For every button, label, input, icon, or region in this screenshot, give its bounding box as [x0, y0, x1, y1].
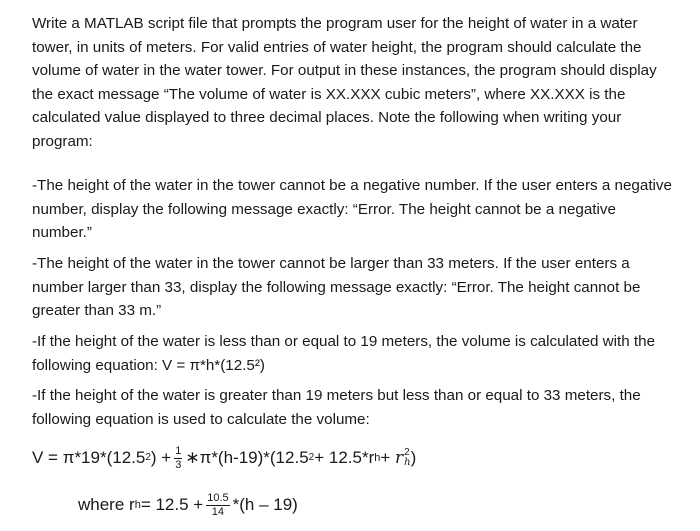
eq2-part-a: where r	[78, 495, 135, 514]
eq1-frac-num: 1	[175, 444, 182, 457]
eq1-frac-den: 3	[175, 458, 182, 471]
intro-paragraph: Write a MATLAB script file that prompts the program user for the height of water in a water tower, in units of meters. For valid entries of water height, the program should calculate the volume of water in the water tower. For output in these instances, the program should display the exact message “The volume of water is XX.XXX cubic meters”, where XX.XXX is the calculated value displayed to three decimal places. Note the following when writing your program:	[32, 15, 657, 150]
eq2-part-b: = 12.5 +	[140, 495, 204, 514]
eq1-r-sup: 2	[404, 447, 410, 458]
eq1-sub-h: h	[374, 452, 381, 464]
low-height-equation-rule: -If the height of the water is less than or equal to 19 meters, the volume is calculated with the following equation: V = π*h*(12.5²)	[32, 333, 656, 374]
radius-equation	[78, 484, 298, 526]
high-height-equation-rule: -If the height of the water is greater than 19 meters but less than or equal to 33 meters, the following equation is used to calculate the volume:	[32, 387, 641, 428]
eq1-r-sub: h	[404, 457, 411, 468]
eq1-part-b: ) +	[150, 448, 172, 467]
eq2-frac-num: 10.5	[207, 491, 229, 504]
volume-equation: V = π*19*(12.5 2 ) + $\frac{1}{3}$ ∗π*(h-19)*(12.5 2 + 12.5*r h + r 2 h )	[32, 444, 417, 471]
eq1-part-c: ∗π*(h-19)*(12.5	[185, 448, 309, 467]
eq1-part-f: )	[410, 448, 417, 467]
eq1-part-d: + 12.5*r	[314, 448, 375, 467]
eq2-frac-den: 14	[211, 505, 225, 518]
eq2-part-c: *(h – 19)	[232, 495, 298, 514]
eq2-fraction	[206, 492, 229, 519]
max-height-rule: -The height of the water in the tower cannot be larger than 33 meters. If the user enters a number larger than 33, display the following message exactly: “Error. The height cannot be greater than 33 m.”	[32, 255, 641, 320]
eq1-part-e: +	[380, 448, 391, 467]
negative-height-rule: -The height of the water in the tower cannot be a negative number. If the user enters a negative number, display the following message exactly: “Error. The height cannot be a negative number.”	[32, 177, 672, 242]
eq1-part-a: V = π*19*(12.5	[32, 448, 146, 467]
eq2-sub-h: h	[134, 499, 141, 511]
eq1-r-italic: r	[395, 448, 404, 468]
eq1-fraction	[174, 445, 182, 472]
